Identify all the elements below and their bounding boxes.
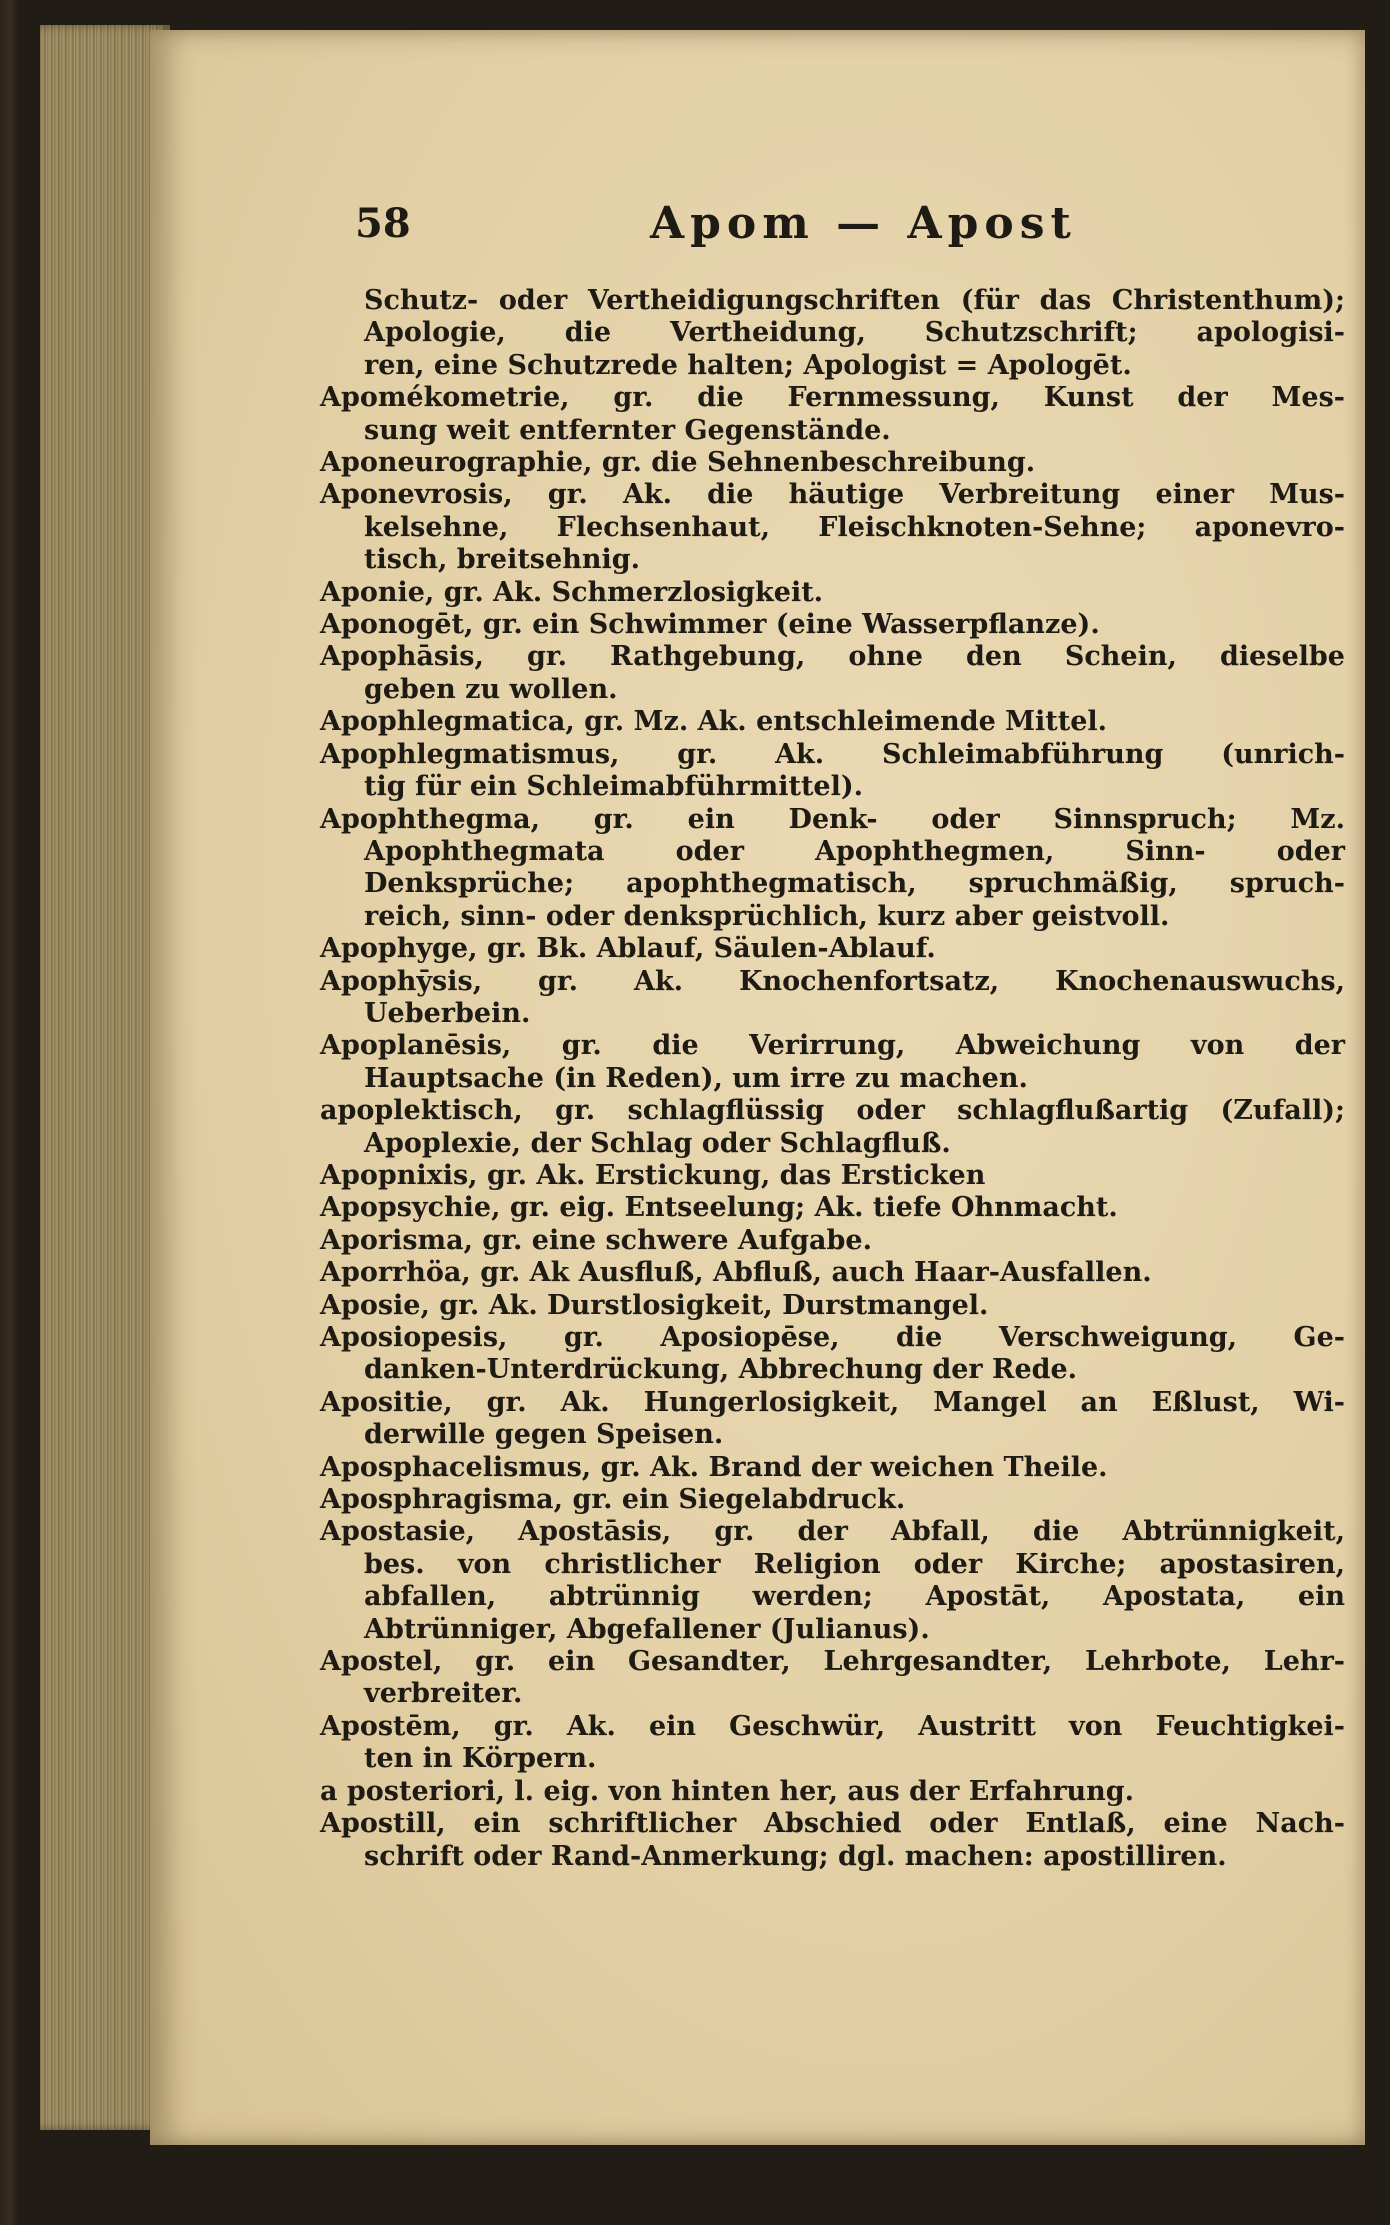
dictionary-entry bbox=[320, 1711, 1345, 1776]
entry-line: sung weit entfernter Gegenstände. bbox=[364, 414, 891, 446]
entry-line: Hauptsache (in Reden), um irre zu machen. bbox=[364, 1062, 1028, 1094]
entry-line: Aposphacelismus, gr. Ak. Brand der weichen Theile. bbox=[320, 1451, 1108, 1483]
entry-line: Apophthegma, gr. ein Denk- oder Sinnspruch; Mz. bbox=[320, 803, 1345, 835]
dictionary-entry bbox=[320, 1484, 1345, 1516]
entry-line: Denksprüche; apophthegmatisch, spruchmäßig, spruch- bbox=[364, 868, 1345, 900]
dictionary-entries bbox=[320, 285, 1345, 1873]
entry-line: Apopnixis, gr. Ak. Erstickung, das Ersticken bbox=[320, 1159, 986, 1191]
dictionary-entry bbox=[320, 641, 1345, 706]
entry-line: Aporisma, gr. eine schwere Aufgabe. bbox=[320, 1224, 872, 1256]
page-number: 58 bbox=[355, 200, 411, 247]
dictionary-entry bbox=[320, 1030, 1345, 1095]
dictionary-entry bbox=[320, 1387, 1345, 1452]
entry-line: schrift oder Rand-Anmerkung; dgl. machen: apostilliren. bbox=[364, 1840, 1227, 1872]
entry-line: Apoplexie, der Schlag oder Schlagfluß. bbox=[364, 1127, 951, 1159]
dictionary-entry bbox=[320, 609, 1345, 641]
entry-line: Aponie, gr. Ak. Schmerzlosigkeit. bbox=[320, 576, 824, 608]
entry-line: Aposie, gr. Ak. Durstlosigkeit, Durstmangel. bbox=[320, 1289, 989, 1321]
entry-line: ten in Körpern. bbox=[364, 1743, 597, 1775]
entry-line: Apomékometrie, gr. die Fernmessung, Kunst der Mes- bbox=[320, 382, 1345, 414]
entry-line: Apophlegmatismus, gr. Ak. Schleimabführung (unrich- bbox=[320, 738, 1345, 770]
dictionary-entry bbox=[320, 706, 1345, 738]
dictionary-entry bbox=[320, 479, 1345, 576]
entry-line: tig für ein Schleimabführmittel). bbox=[364, 771, 864, 803]
entry-line: verbreiter. bbox=[364, 1678, 523, 1710]
book-page bbox=[150, 30, 1365, 2145]
entry-line: Apophyge, gr. Bk. Ablauf, Säulen-Ablauf. bbox=[320, 933, 936, 965]
running-head: Apom — Apost bbox=[650, 198, 1077, 249]
dictionary-entry bbox=[320, 1225, 1345, 1257]
entry-line: Apostill, ein schriftlicher Abschied oder Entlaß, eine Nach- bbox=[320, 1808, 1345, 1840]
dictionary-entry bbox=[320, 933, 1345, 965]
dictionary-entry bbox=[320, 966, 1345, 1031]
entry-line: Apoplanēsis, gr. die Verirrung, Abweichung von der bbox=[320, 1030, 1345, 1062]
entry-line: Aporrhöa, gr. Ak Ausfluß, Abfluß, auch Haar-Ausfallen. bbox=[320, 1257, 1152, 1289]
dictionary-entry bbox=[320, 382, 1345, 447]
entry-line: Aposphragisma, gr. ein Siegelabdruck. bbox=[320, 1484, 906, 1516]
entry-line: apoplektisch, gr. schlagflüssig oder schlagflußartig (Zufall); bbox=[320, 1095, 1345, 1127]
entry-line: Aponeurographie, gr. die Sehnenbeschreibung. bbox=[320, 447, 1036, 479]
entry-line: Ueberbein. bbox=[364, 997, 531, 1029]
entry-line: Aposiopesis, gr. Aposiopēse, die Verschweigung, Ge- bbox=[320, 1322, 1345, 1353]
entry-line: tisch, breitsehnig. bbox=[364, 544, 640, 576]
entry-line: geben zu wollen. bbox=[364, 673, 618, 705]
entry-line: Aponogēt, gr. ein Schwimmer (eine Wasserpflanze). bbox=[320, 609, 1100, 641]
entry-line: danken-Unterdrückung, Abbrechung der Rede. bbox=[364, 1354, 1078, 1386]
entry-line: Apopsychie, gr. eig. Entseelung; Ak. tiefe Ohnmacht. bbox=[320, 1192, 1118, 1224]
entry-line: kelsehne, Flechsenhaut, Fleischknoten-Sehne; aponevro- bbox=[364, 511, 1345, 543]
dictionary-entry bbox=[320, 1192, 1345, 1224]
entry-line: ren, eine Schutzrede halten; Apologist = Apologēt. bbox=[364, 349, 1132, 381]
dictionary-entry bbox=[320, 447, 1345, 479]
entry-line: reich, sinn- oder denksprüchlich, kurz aber geistvoll. bbox=[364, 900, 1170, 932]
entry-line: Apostel, gr. ein Gesandter, Lehrgesandter, Lehrbote, Lehr- bbox=[320, 1646, 1345, 1678]
dictionary-entry bbox=[320, 1776, 1345, 1808]
dictionary-entry bbox=[320, 1516, 1345, 1646]
dictionary-entry bbox=[320, 739, 1345, 804]
dictionary-entry bbox=[320, 1452, 1345, 1484]
entry-line: Apostēm, gr. Ak. ein Geschwür, Austritt von Feuchtigkei- bbox=[320, 1710, 1345, 1742]
page-header bbox=[150, 190, 1365, 270]
dictionary-entry bbox=[320, 1646, 1345, 1711]
entry-line: bes. von christlicher Religion oder Kirche; apostasiren, bbox=[364, 1548, 1345, 1580]
entry-line: Apologie, die Vertheidung, Schutzschrift; apologisi- bbox=[364, 317, 1345, 349]
dictionary-entry bbox=[320, 804, 1345, 934]
entry-line: Abtrünniger, Abgefallener (Julianus). bbox=[364, 1613, 930, 1645]
entry-line: Apositie, gr. Ak. Hungerlosigkeit, Mangel an Eßlust, Wi- bbox=[320, 1386, 1345, 1418]
dictionary-entry bbox=[320, 1290, 1345, 1322]
entry-line: Apophȳsis, gr. Ak. Knochenfortsatz, Knochenauswuchs, bbox=[320, 965, 1345, 997]
entry-line: a posteriori, l. eig. von hinten her, aus der Erfahrung. bbox=[320, 1775, 1135, 1807]
dictionary-entry bbox=[320, 1095, 1345, 1160]
entry-line: Apophthegmata oder Apophthegmen, Sinn- oder bbox=[364, 835, 1345, 867]
entry-line: Schutz- oder Vertheidigungschriften (für das Christenthum); bbox=[364, 285, 1345, 316]
dictionary-entry bbox=[320, 1257, 1345, 1289]
dictionary-entry bbox=[320, 577, 1345, 609]
entry-line: Apophāsis, gr. Rathgebung, ohne den Schein, dieselbe bbox=[320, 641, 1345, 673]
dictionary-entry bbox=[320, 1808, 1345, 1873]
entry-line: Apophlegmatica, gr. Mz. Ak. entschleimende Mittel. bbox=[320, 706, 1108, 738]
dictionary-entry bbox=[320, 1322, 1345, 1387]
dictionary-entry bbox=[320, 1160, 1345, 1192]
entry-line: abfallen, abtrünnig werden; Apostāt, Apostata, ein bbox=[364, 1581, 1345, 1613]
dictionary-entry bbox=[320, 285, 1345, 382]
entry-line: Apostasie, Apostāsis, gr. der Abfall, die Abtrünnigkeit, bbox=[320, 1516, 1345, 1548]
entry-line: derwille gegen Speisen. bbox=[364, 1419, 724, 1451]
entry-line: Aponevrosis, gr. Ak. die häutige Verbreitung einer Mus- bbox=[320, 479, 1345, 511]
